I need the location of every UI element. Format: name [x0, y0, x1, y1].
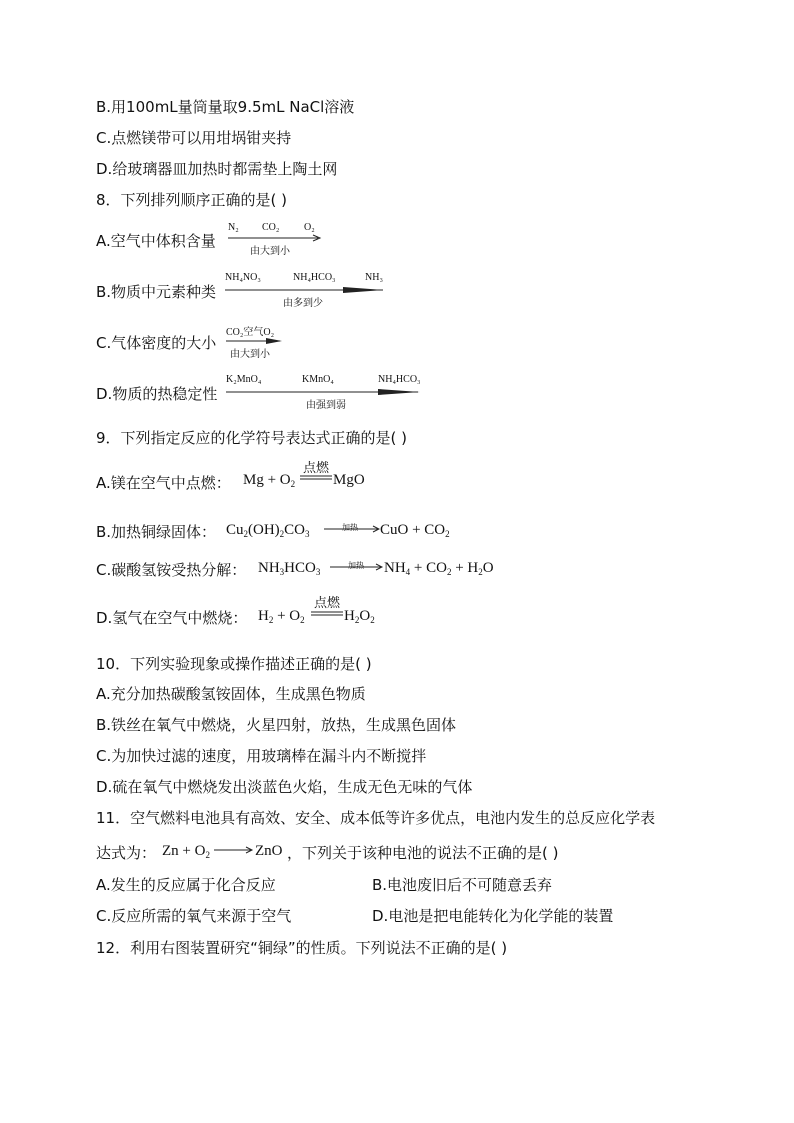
question-11-product: ZnO — [255, 843, 283, 859]
option-9b-products: CuO + $CO_2$ — [380, 522, 450, 539]
option-10b: B.铁丝在氧气中燃烧，火星四射，放热，生成黑色固体 — [96, 716, 457, 734]
option-9d-condition — [311, 592, 343, 611]
arrow-item: NH₄NO₃ — [225, 272, 261, 283]
option-9d-reactants: $H_2 + O_2$ — [258, 608, 305, 625]
option-9a-label: A.镁在空气中点燃： — [96, 474, 231, 492]
option-9c-products: $NH_4 + CO_2 + H_2O$ — [384, 560, 494, 577]
arrow-item: NH₄HCO₃ — [378, 374, 421, 385]
option-8c-arrow — [226, 323, 286, 361]
condition-text: 点燃 — [302, 461, 329, 476]
option-9d-label: D.氢气在空气中燃烧： — [96, 609, 248, 627]
option-9c-reactant: $NH_3HCO_3$ — [258, 560, 321, 577]
arrow-item: O₂ — [304, 222, 315, 233]
option-8d-label: D.物质的热稳定性 — [96, 385, 218, 403]
option-11a: A.发生的反应属于化合反应 — [96, 876, 276, 894]
question-10-stem: 10．下列实验现象或操作描述正确的是( ) — [96, 655, 372, 673]
option-8d-arrow — [226, 374, 426, 412]
option-9b-label: B.加热铜绿固体： — [96, 523, 217, 541]
option-9b-reactant: $Cu_2(OH)_2CO_3$ — [226, 522, 310, 539]
option-8a-label: A.空气中体积含量 — [96, 232, 216, 250]
right-arrow-icon — [225, 286, 390, 294]
option-8b-arrow — [225, 272, 390, 310]
option-11c: C.反应所需的氧气来源于空气 — [96, 907, 292, 925]
option-8c-label: C.气体密度的大小 — [96, 334, 217, 352]
option-8b-label: B.物质中元素种类 — [96, 283, 217, 301]
condition-text: 点燃 — [313, 596, 340, 611]
option-11d: D.电池是把电能转化为化学能的装置 — [372, 907, 614, 925]
option-7d: D.给玻璃器皿加热时都需垫上陶土网 — [96, 160, 338, 178]
option-9a-equation: $Mg + O_2$ — [243, 472, 296, 489]
arrow-caption: 由多到少 — [283, 298, 323, 309]
arrow-caption: 由大到小 — [230, 349, 270, 360]
arrow-item: NH₃ — [365, 272, 383, 283]
option-11b: B.电池废旧后不可随意丢弃 — [372, 876, 553, 894]
arrow-caption: 由大到小 — [250, 246, 290, 257]
right-arrow-icon — [214, 846, 254, 854]
option-10d: D.硫在氧气中燃烧发出淡蓝色火焰，生成无色无味的气体 — [96, 778, 473, 796]
arrow-item: NH₄HCO₃ — [293, 272, 336, 283]
condition-text: 加热 — [342, 523, 358, 532]
option-10c: C.为加快过滤的速度，用玻璃棒在漏斗内不断搅拌 — [96, 747, 427, 765]
question-11-stem-line2-end: ，下列关于该种电池的说法不正确的是( ) — [287, 844, 559, 862]
question-8-stem: 8．下列排列顺序正确的是( ) — [96, 191, 288, 209]
option-9d-product: $H_2O_2$ — [344, 608, 375, 625]
option-9a-product: MgO — [333, 472, 365, 488]
option-10a: A.充分加热碳酸氢铵固体，生成黑色物质 — [96, 685, 366, 703]
arrow-item: CO₂空气O₂ — [226, 327, 275, 338]
question-11-stem-line2-start: 达式为： — [96, 844, 157, 862]
arrow-item: KMnO₄ — [302, 374, 334, 385]
question-11-reactants: $Zn + O_2$ — [162, 843, 210, 860]
question-12-stem: 12．利用右图装置研究“铜绿”的性质。下列说法不正确的是( ) — [96, 939, 508, 957]
arrow-caption: 由强到弱 — [306, 400, 346, 411]
equal-sign-icon — [311, 610, 343, 618]
arrow-item: K₂MnO₄ — [226, 374, 262, 385]
right-arrow-icon — [228, 234, 324, 242]
right-arrow-icon — [330, 563, 384, 571]
option-9c-label: C.碳酸氢铵受热分解： — [96, 561, 247, 579]
equal-sign-icon — [300, 474, 332, 482]
arrow-item: N₂ — [228, 222, 239, 233]
option-7c: C.点燃镁带可以用坩埚钳夹持 — [96, 129, 292, 147]
option-8a-arrow — [228, 222, 324, 258]
arrow-item: CO₂ — [262, 222, 280, 233]
right-arrow-icon — [226, 337, 286, 345]
question-9-stem: 9．下列指定反应的化学符号表达式正确的是( ) — [96, 429, 408, 447]
right-arrow-icon — [324, 525, 380, 533]
question-11-stem-line1: 11．空气燃料电池具有高效、安全、成本低等许多优点，电池内发生的总反应化学表 — [96, 809, 656, 827]
condition-text: 加热 — [348, 561, 364, 570]
option-7b: B.用100mL量筒量取9.5mL NaCl溶液 — [96, 98, 355, 116]
right-arrow-icon — [226, 388, 426, 396]
